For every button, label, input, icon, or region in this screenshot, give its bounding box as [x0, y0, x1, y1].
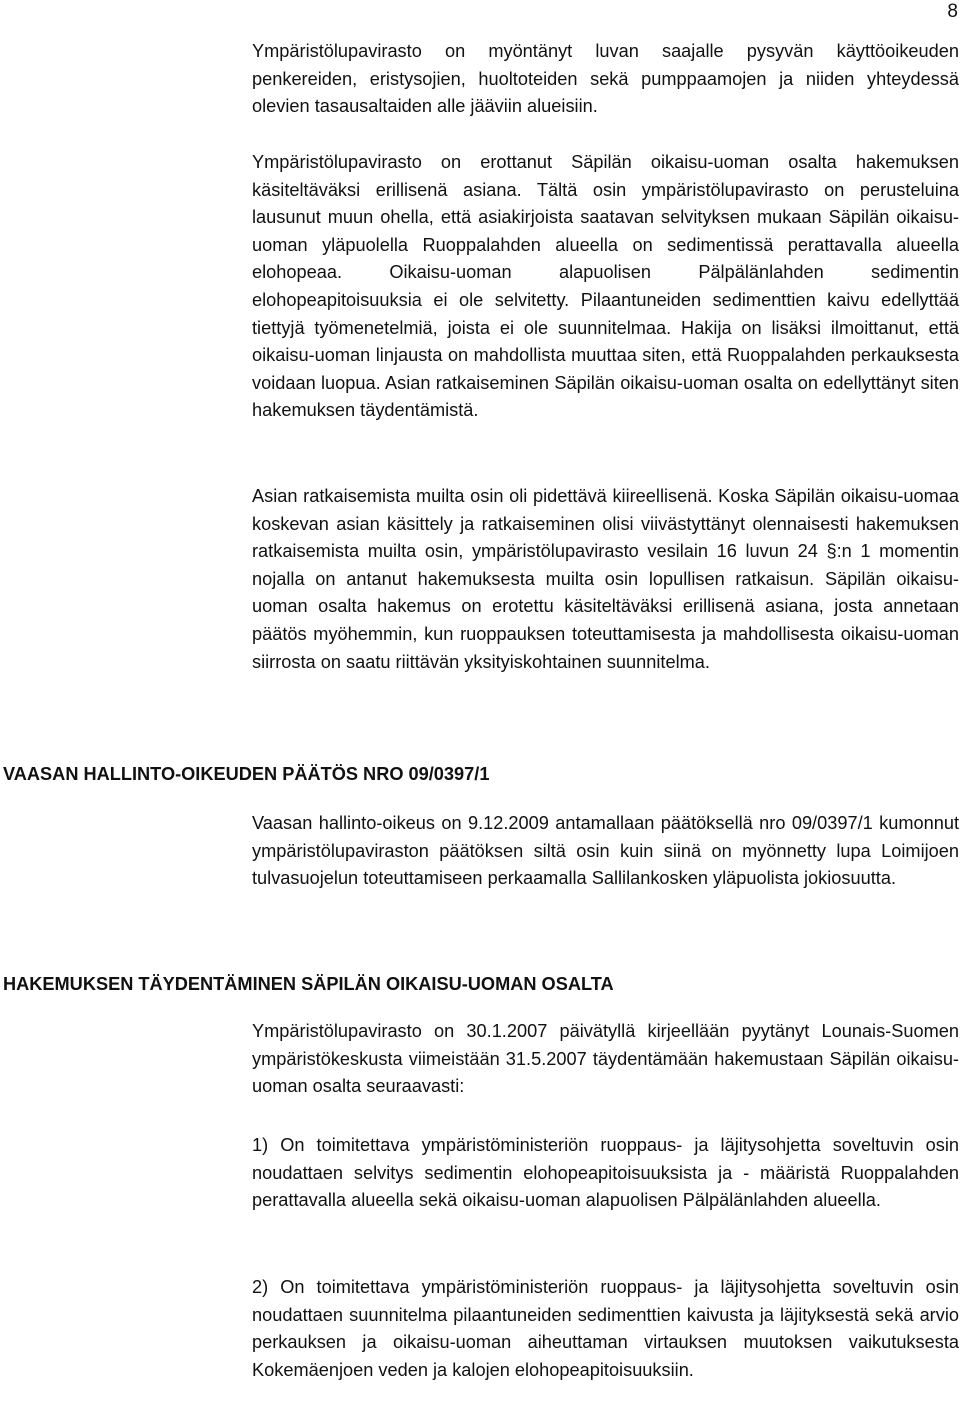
page-number: 8	[947, 1, 958, 22]
paragraph-requirement-2: 2) On toimitettava ympäristöministeriön ruoppaus- ja läjitysohjetta soveltuvin osin noudattaen suunnitelma pilaantuneiden sedimenttien kaivusta ja läjityksestä sekä arvio perkauksen ja oikaisu-uoman aiheuttaman virtauksen muutoksen vaikutuksesta Kokemäenjoen veden ja kalojen elohopeapitoisuuksiin.	[252, 1277, 959, 1380]
paragraph-separated-matter: Ympäristölupavirasto on erottanut Säpilän oikaisu-uoman osalta hakemuksen käsiteltäväksi erillisenä asiana. Tältä osin ympäristölupavirasto on perusteluina lausunut muun ohella, että asiakirjoista saatavan selvityksen mukaan Säpilän oikaisu-uoman yläpuolella Ruoppalahden alueella on sedimentissä perattavalla alueella elohopeaa. Oikaisu-uoman alapuolisen Pälpälänlahden sedimentin elohopeapitoisuuksia ei ole selvitetty. Pilaantuneiden sedimenttien kaivu edellyttää tiettyjä työmenetelmiä, joista ei ole suunnitelmaa. Hakija on lisäksi ilmoittanut, että oikaisu-uoman linjausta on mahdollista muuttaa siten, että Ruoppalahden perkauksesta voidaan luopua. Asian ratkaiseminen Säpilän oikaisu-uoman osalta on edellyttänyt siten hakemuksen täydentämistä.	[252, 152, 959, 421]
paragraph-urgency: Asian ratkaisemista muilta osin oli pidettävä kiireellisenä. Koska Säpilän oikaisu-uomaa koskevan asian käsittely ja ratkaiseminen olisi viivästyttänyt olennaisesti hakemuksen ratkaisemista muilta osin, ympäristölupavirasto vesilain 16 luvun 24 §:n 1 momentin nojalla on antanut hakemuksesta muilta osin lopullisen ratkaisun. Säpilän oikaisu-uoman osalta hakemus on erotettu käsiteltäväksi erillisenä asiana, josta annetaan päätös myöhemmin, kun ruoppauksen toteuttamisesta ja mahdollisesta oikaisu-uoman siirrosta on saatu riittävän yksityiskohtainen suunnitelma.	[252, 486, 959, 672]
paragraph-court-decision: Vaasan hallinto-oikeus on 9.12.2009 antamallaan päätöksellä nro 09/0397/1 kumonnut ympäristölupaviraston päätöksen siltä osin kuin siinä on myönnetty lupa Loimijoen tulvasuojelun toteuttamiseen perkaamalla Sallilankosken yläpuolista jokiosuutta.	[252, 813, 959, 889]
paragraph-supplement-request: Ympäristölupavirasto on 30.1.2007 päivätyllä kirjeellään pyytänyt Lounais-Suomen ympäristökeskusta viimeistään 31.5.2007 täydentämään hakemustaan Säpilän oikaisu-uoman osalta seuraavasti:	[252, 1021, 959, 1097]
heading-court-decision: VAASAN HALLINTO-OIKEUDEN PÄÄTÖS NRO 09/0397/1	[3, 764, 490, 784]
paragraph-requirement-1: 1) On toimitettava ympäristöministeriön ruoppaus- ja läjitysohjetta soveltuvin osin noudattaen selvitys sedimentin elohopeapitoisuuksista ja - määristä Ruoppalahden perattavalla alueella sekä oikaisu-uoman alapuolisen Pälpälänlahden alueella.	[252, 1135, 959, 1211]
heading-supplement: HAKEMUKSEN TÄYDENTÄMINEN SÄPILÄN OIKAISU-UOMAN OSALTA	[3, 974, 614, 994]
paragraph-use-rights: Ympäristölupavirasto on myöntänyt luvan saajalle pysyvän käyttöoikeuden penkereiden, eristysojien, huoltoteiden sekä pumppaamojen ja niiden yhteydessä olevien tasausaltaiden alle jääviin alueisiin.	[252, 41, 959, 117]
